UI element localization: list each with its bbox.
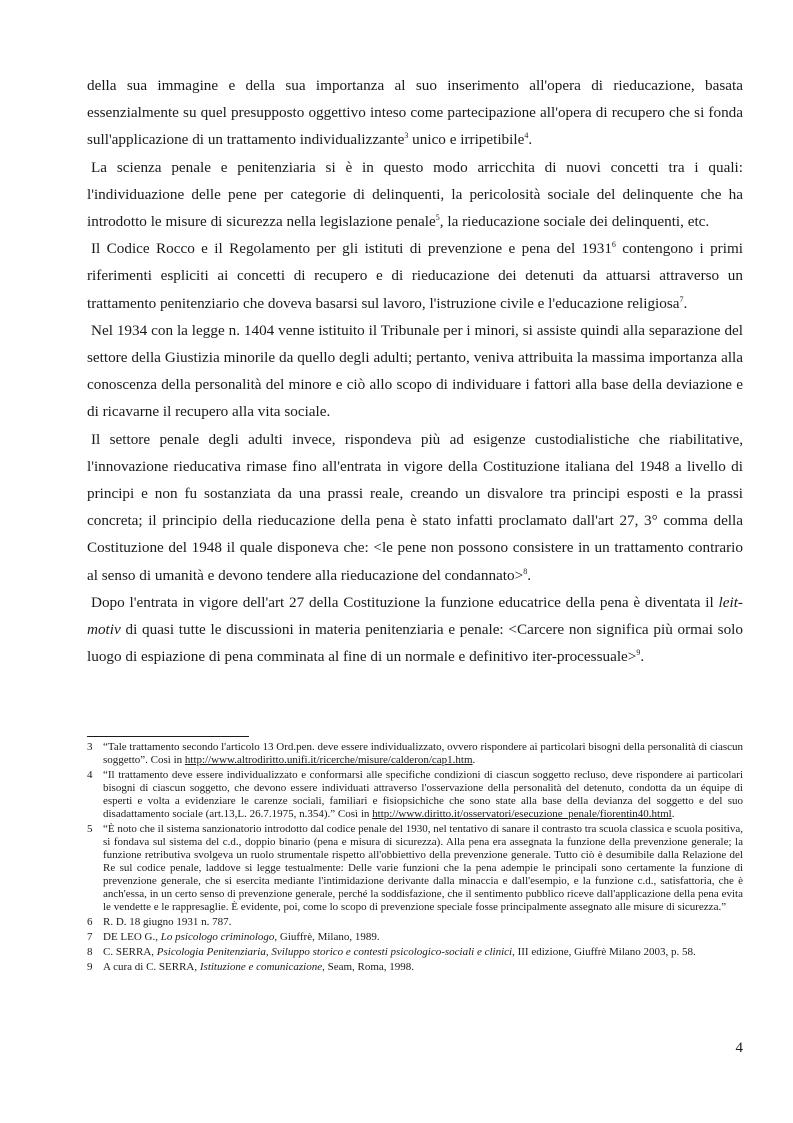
footnote-ref-3[interactable]: 3 — [404, 131, 409, 141]
footnote-ref-6[interactable]: 6 — [611, 240, 616, 250]
footnote-separator — [87, 736, 249, 737]
footnote-3 — [87, 741, 743, 767]
footnote-number: 5 — [87, 823, 93, 835]
paragraph-2: La scienza penale e penitenziaria si è in questo modo arricchita di nuovi concetti tra i quali: l'individuazione delle pene per categorie di delinquenti, la pericolosità sociale del delinquente che ha introdotto le misure di sicurezza nella legislazione penale$^5$, la rieducazione sociale dei delinquenti, etc. — [87, 158, 743, 231]
paragraph-5: Il settore penale degli adulti invece, rispondeva più ad esigenze custodialistiche che riabilitative, l'innovazione rieducativa rimase fino all'entrata in vigore della Costituzione italiana del 1948 a livello di principi e non fu sostanziata da una prassi reale, creando un disvalore tra principi esposti e la prassi concreta; il principio della rieducazione della pena è stato infatti proclamato dall'art 27, 3° comma della Costituzione del 1948 il quale disponeva che: <le pene non possono consistere in un trattamento contrario al senso di umanità e devono tendere alla rieducazione del condannato>$^8$. — [87, 430, 743, 584]
footnote-5 — [87, 823, 743, 914]
paragraph-4: Nel 1934 con la legge n. 1404 venne istituito il Tribunale per i minori, si assiste quindi alla separazione del settore della Giustizia minorile da quello degli adulti; pertanto, veniva attribuita la massima importanza alla conoscenza della personalità del minore e ciò allo scopo di individuare i fattori alla base della deviazione e di ricavarne il recupero alla vita sociale. — [87, 321, 743, 421]
footnote-4 — [87, 769, 743, 821]
footnote-text: DE LEO G., Lo psicologo criminologo, Giuffrè, Milano, 1989. — [103, 931, 380, 943]
footnote-number: 4 — [87, 769, 93, 781]
body-text — [87, 72, 743, 670]
footnotes — [87, 741, 743, 976]
footnote-number: 9 — [87, 961, 93, 973]
footnote-6 — [87, 916, 743, 929]
footnote-number: 7 — [87, 931, 93, 943]
footnote-8 — [87, 946, 743, 959]
footnote-ref-5[interactable]: 5 — [435, 212, 440, 222]
page-number: 4 — [735, 1040, 743, 1056]
footnote-number: 3 — [87, 741, 93, 753]
footnote-ref-8[interactable]: 8 — [523, 566, 528, 576]
footnote-text: “Tale trattamento secondo l'articolo 13 Ord.pen. deve essere individualizzato, ovvero rispondere ai particolari bisogni della personalità di ciascun soggetto”. Così in http://www.altrodiritto.unifi.it/ricerche/misure/calderon/cap1.htm. — [103, 741, 743, 766]
footnote-9 — [87, 961, 743, 974]
footnote-text: A cura di C. SERRA, Istituzione e comunicazione, Seam, Roma, 1998. — [103, 961, 415, 973]
footnote-text: R. D. 18 giugno 1931 n. 787. — [103, 916, 232, 928]
footnote-link[interactable]: http://www.altrodiritto.unifi.it/ricerche/misure/calderon/cap1.htm — [184, 754, 473, 766]
footnote-number: 6 — [87, 916, 93, 928]
footnote-text: “Il trattamento deve essere individualizzato e conformarsi alle specifiche condizioni di ciascun soggetto recluso, deve rispondere ai particolari bisogni di ciascun soggetto, che devono essere individuati attraverso l'osservazione della personalità del detenuto, condotta da un équipe di esperti e volta a evidenziare le carenze sociali, familiari e fisiopsichiche che sono state alla base della devianza del soggetto e del suo disadattamento sociale (art.13,L. 26.7.1975, n.354).” Così in http://www.diritto.it/osservatori/esecuzione_penale/fiorentin40.html. — [103, 769, 743, 820]
footnote-ref-4[interactable]: 4 — [524, 131, 529, 141]
footnote-text: “È noto che il sistema sanzionatorio introdotto dal codice penale del 1930, nel tentativo di sanare il contrasto tra scuola classica e scuola positiva, si fondava sul sistema del c.d., doppio binario (pena e misura di sicurezza). Alla pena era assegnata la funzione della prevenzione generale; la funzione retributiva svolgeva un ruolo strumentale rispetto all'obbiettivo della prevenzione generale. Tutto ciò è desumibile dalla Relazione del Re sul codice penale, laddove si legge testualmente: Delle varie funzioni che la pena adempie le principali sono certamente la funzione di prevenzione generale, che si esercita mediante l'intimidazione derivante dalla minaccia e dall'esempio, e la funzione c.d., satisfattoria, che è anch'essa, in un certo senso di prevenzione generale, perché la soddisfazione, che il sentimento pubblico riceve dall'applicazione della pena evita le vendette e le rappresaglie. È evidente, poi, come lo scopo di prevenzione speciale fosse principalmente assegnato alle misure di sicurezza.” — [103, 823, 743, 913]
paragraph-1: della sua immagine e della sua importanza al suo inserimento all'opera di rieducazione, basata essenzialmente su quel presupposto oggettivo inteso come partecipazione all'opera di recupero che si fonda sull'applicazione di un trattamento individualizzante$^3$ unico e irripetibile$^4$. — [87, 77, 743, 149]
footnote-text: C. SERRA, Psicologia Penitenziaria, Sviluppo storico e contesti psicologico-sociali e clinici, III edizione, Giuffrè Milano 2003, p. 58. — [103, 946, 696, 958]
footnote-link[interactable]: http://www.diritto.it/osservatori/esecuzione_penale/fiorentin40.html — [372, 808, 672, 820]
footnote-number: 8 — [87, 946, 93, 958]
paragraph-6: Dopo l'entrata in vigore dell'art 27 della Costituzione la funzione educatrice della pena è diventata il leit-motiv di quasi tutte le discussioni in materia penitenziaria e penale: <Carcere non significa più ormai solo luogo di espiazione di pena comminata al fine di un normale e definitivo iter-processuale>$^9$. — [87, 593, 743, 666]
paragraph-3: Il Codice Rocco e il Regolamento per gli istituti di prevenzione e pena del 1931$^6$ contengono i primi riferimenti espliciti ai concetti di recupero e di rieducazione dei detenuti da attuarsi attraverso un trattamento penitenziario che doveva basarsi sul lavoro, l'istruzione civile e l'educazione religiosa$^7$. — [87, 240, 743, 312]
footnote-ref-9[interactable]: 9 — [636, 648, 641, 658]
footnote-7 — [87, 931, 743, 944]
footnote-ref-7[interactable]: 7 — [679, 294, 684, 304]
